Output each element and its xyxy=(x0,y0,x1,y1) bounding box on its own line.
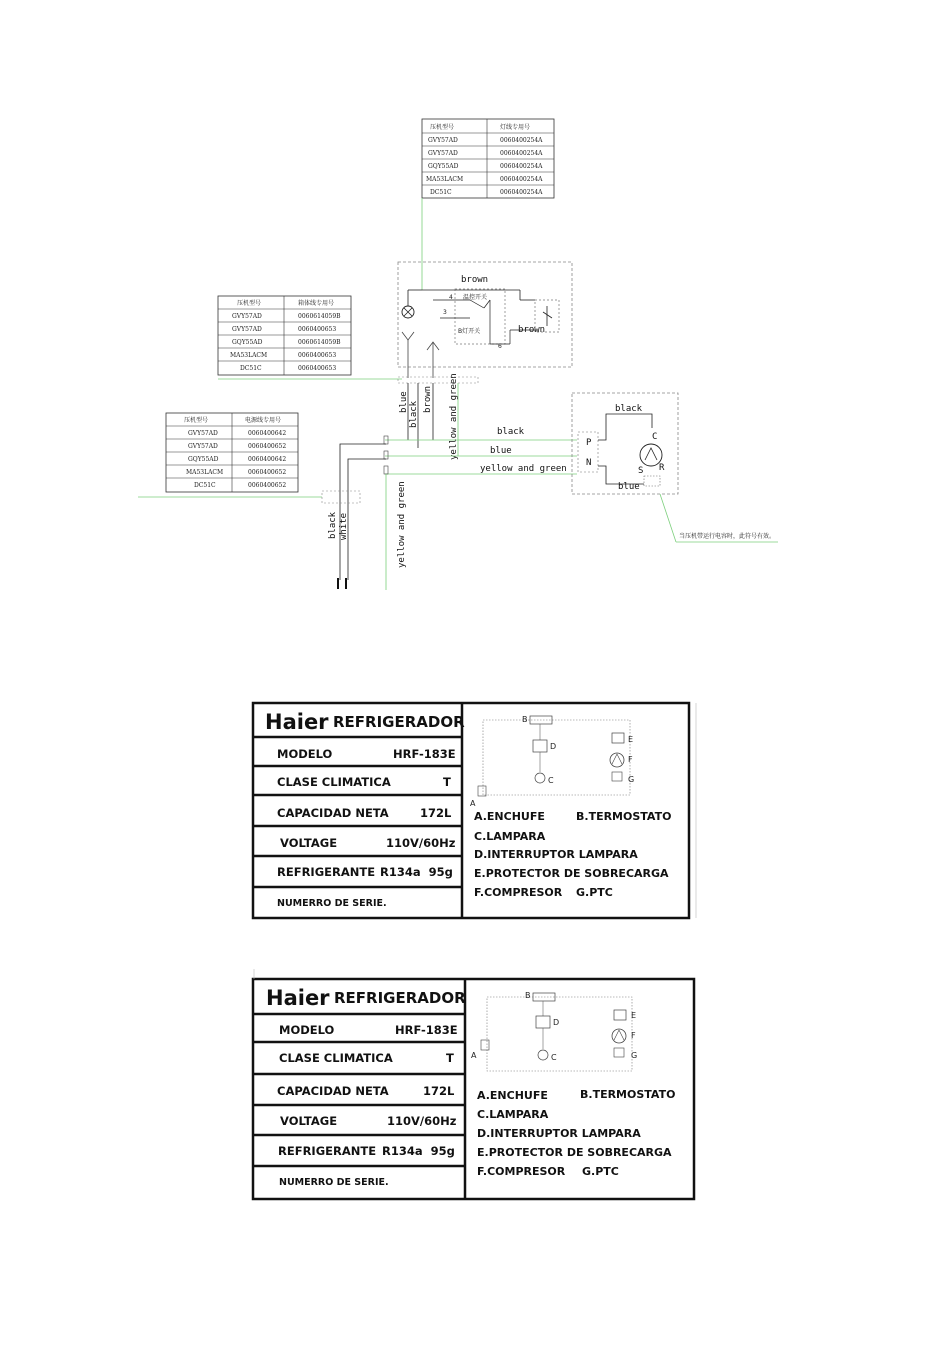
table1-cell: 0060400254A xyxy=(500,150,543,157)
field-value-climate: T xyxy=(446,1051,454,1065)
pin-3-label: 3 xyxy=(443,309,447,316)
table3-cell: 0060400652 xyxy=(248,482,287,489)
schematic-letter: F xyxy=(628,755,633,764)
table1-cell: 0060400254A xyxy=(500,137,543,144)
schematic-letter: E xyxy=(631,1011,637,1020)
field-label-serial: NUMERRO DE SERIE. xyxy=(277,898,387,909)
field-label-capacity: CAPACIDAD NETA xyxy=(277,806,389,820)
blue-wire-label-comp: blue xyxy=(618,482,640,492)
plug-connector-box xyxy=(322,491,360,503)
s-terminal-label: S xyxy=(638,466,644,476)
yg-wire-label-v: yellow and green xyxy=(449,373,459,460)
table3-cell: GVY57AD xyxy=(188,443,218,450)
brown-wire-label-right: brown xyxy=(518,325,546,335)
table2-cell: MA53LACM xyxy=(230,352,268,359)
legend-a: A.ENCHUFE xyxy=(477,1089,548,1102)
table1-cell: MA53LACM xyxy=(426,176,464,183)
schematic-letter: G xyxy=(628,775,635,784)
table2-cell: GVY57AD xyxy=(232,326,262,333)
table3-cell: GVY57AD xyxy=(188,430,218,437)
capacitor-note: 当压机带运行电容时，此符号有效。 xyxy=(679,533,776,540)
black-wire-label-v: black xyxy=(409,400,419,428)
r-terminal-label: R xyxy=(659,463,665,473)
table2-header-model: 压机型号 xyxy=(237,300,262,307)
schematic-letter: G xyxy=(631,1051,638,1060)
arrow-down-icon xyxy=(402,332,414,340)
legend-d: D.INTERRUPTOR LAMPARA xyxy=(474,848,638,861)
table1-cell: 0060400254A xyxy=(500,163,543,170)
table1-cell: GVY57AD xyxy=(428,137,458,144)
n-terminal-label: N xyxy=(586,458,592,468)
table3-cell: DC51C xyxy=(194,482,216,489)
brand-logo: Haier xyxy=(266,986,330,1010)
field-value-refrigerant: R134a 95g xyxy=(382,1144,455,1158)
table1-header-part: 灯线专用号 xyxy=(500,124,531,131)
run-capacitor-symbol xyxy=(644,476,660,486)
field-value-voltage: 110V/60Hz xyxy=(387,1114,457,1128)
door-switch-label: B灯开关 xyxy=(458,328,481,335)
compressor-power-cord-table xyxy=(166,413,298,492)
table2-cell: DC51C xyxy=(240,365,262,372)
schematic-letter: E xyxy=(628,735,634,744)
nameplate-label-1 xyxy=(253,703,696,918)
field-value-model: HRF-183E xyxy=(395,1023,458,1037)
legend-f: F.COMPRESOR xyxy=(474,886,563,899)
c-terminal-label: C xyxy=(652,432,658,442)
pin-6-label: 6 xyxy=(498,343,502,350)
field-label-model: MODELO xyxy=(277,747,333,761)
lamp-symbol xyxy=(402,306,414,318)
nameplate-title: REFRIGERADOR xyxy=(334,989,466,1007)
schematic-letter: B xyxy=(522,715,528,724)
table3-header-part: 电源线专用号 xyxy=(245,417,282,424)
blue-wire-label-v: blue xyxy=(399,391,409,413)
table1-cell: GQY55AD xyxy=(428,163,459,170)
legend-d: D.INTERRUPTOR LAMPARA xyxy=(477,1127,641,1140)
table3-cell: GQY55AD xyxy=(188,456,219,463)
legend-a: A.ENCHUFE xyxy=(474,810,545,823)
field-value-model: HRF-183E xyxy=(393,747,456,761)
table1-cell: 0060400254A xyxy=(500,176,543,183)
table3-cell: 0060400642 xyxy=(248,430,287,437)
field-value-capacity: 172L xyxy=(420,806,452,820)
field-value-capacity: 172L xyxy=(423,1084,455,1098)
field-value-voltage: 110V/60Hz xyxy=(386,836,456,850)
connector-strip xyxy=(398,377,478,383)
field-label-voltage: VOLTAGE xyxy=(280,1114,338,1128)
thermostat-text: 温控开关 xyxy=(463,294,488,301)
brown-wire-label-v: brown xyxy=(423,385,433,413)
field-label-capacity: CAPACIDAD NETA xyxy=(277,1084,389,1098)
nameplate-label-2 xyxy=(253,969,694,1199)
table2-cell: 0060400653 xyxy=(298,326,337,333)
field-label-climate: CLASE CLIMATICA xyxy=(277,775,391,789)
table3-cell: 0060400642 xyxy=(248,456,287,463)
yg-wire-label-bottom: yellow and green xyxy=(397,481,407,568)
table2-cell: 0060400653 xyxy=(298,352,337,359)
field-value-refrigerant: R134a 95g xyxy=(380,865,453,879)
field-label-refrigerant: REFRIGERANTE xyxy=(278,1144,377,1158)
schematic-letter: C xyxy=(548,776,554,785)
legend-b: B.TERMOSTATO xyxy=(576,810,672,823)
schematic-letter: A xyxy=(470,799,476,808)
table1-header-model: 压机型号 xyxy=(430,124,455,131)
pin-4-label: 4 xyxy=(449,294,453,301)
legend-f: F.COMPRESOR xyxy=(477,1165,566,1178)
table2-cell: GQY55AD xyxy=(232,339,263,346)
legend-g: G.PTC xyxy=(582,1165,619,1178)
legend-c: C.LAMPARA xyxy=(477,1108,549,1121)
table3-header-model: 压机型号 xyxy=(184,417,209,424)
field-label-serial: NUMERRO DE SERIE. xyxy=(279,1177,389,1188)
table2-cell: 0060614059B xyxy=(298,313,341,320)
table3-cell: 0060400652 xyxy=(248,469,287,476)
nameplate-title: REFRIGERADOR xyxy=(333,713,465,731)
table2-header-part: 箱体线专用号 xyxy=(298,300,335,307)
brown-wire-label: brown xyxy=(461,275,489,285)
table2-cell: 0060400653 xyxy=(298,365,337,372)
schematic-letter: B xyxy=(525,991,531,1000)
table2-cell: 0060614059B xyxy=(298,339,341,346)
field-label-voltage: VOLTAGE xyxy=(280,836,338,850)
table1-cell: 0060400254A xyxy=(500,189,543,196)
field-label-model: MODELO xyxy=(279,1023,335,1037)
brand-logo: Haier xyxy=(265,710,329,734)
schematic-letter: D xyxy=(553,1018,560,1027)
field-label-climate: CLASE CLIMATICA xyxy=(279,1051,393,1065)
schematic-letter: F xyxy=(631,1031,636,1040)
black-wire-label-comp: black xyxy=(615,404,643,414)
white-wire-label-bottom: white xyxy=(339,512,349,540)
schematic-letter: A xyxy=(471,1051,477,1060)
schematic-letter: D xyxy=(550,742,557,751)
legend-g: G.PTC xyxy=(576,886,613,899)
yg-wire-label-h: yellow and green xyxy=(480,464,567,474)
p-terminal-label: P xyxy=(586,438,592,448)
table1-cell: GVY57AD xyxy=(428,150,458,157)
compressor-cabinet-wire-table xyxy=(218,296,351,375)
legend-e: E.PROTECTOR DE SOBRECARGA xyxy=(477,1146,672,1159)
schematic-letter: C xyxy=(551,1053,557,1062)
legend-e: E.PROTECTOR DE SOBRECARGA xyxy=(474,867,669,880)
table1-cell: DC51C xyxy=(430,189,452,196)
table2-cell: GVY57AD xyxy=(232,313,262,320)
field-value-climate: T xyxy=(443,775,451,789)
black-wire-label-bottom: black xyxy=(328,511,338,539)
legend-c: C.LAMPARA xyxy=(474,830,546,843)
compressor-lamp-wire-table xyxy=(422,119,554,198)
blue-wire-label-h: blue xyxy=(490,446,512,456)
legend-b: B.TERMOSTATO xyxy=(580,1088,676,1101)
field-label-refrigerant: REFRIGERANTE xyxy=(277,865,376,879)
table3-cell: MA53LACM xyxy=(186,469,224,476)
black-wire-label-h: black xyxy=(497,427,525,437)
table3-cell: 0060400652 xyxy=(248,443,287,450)
